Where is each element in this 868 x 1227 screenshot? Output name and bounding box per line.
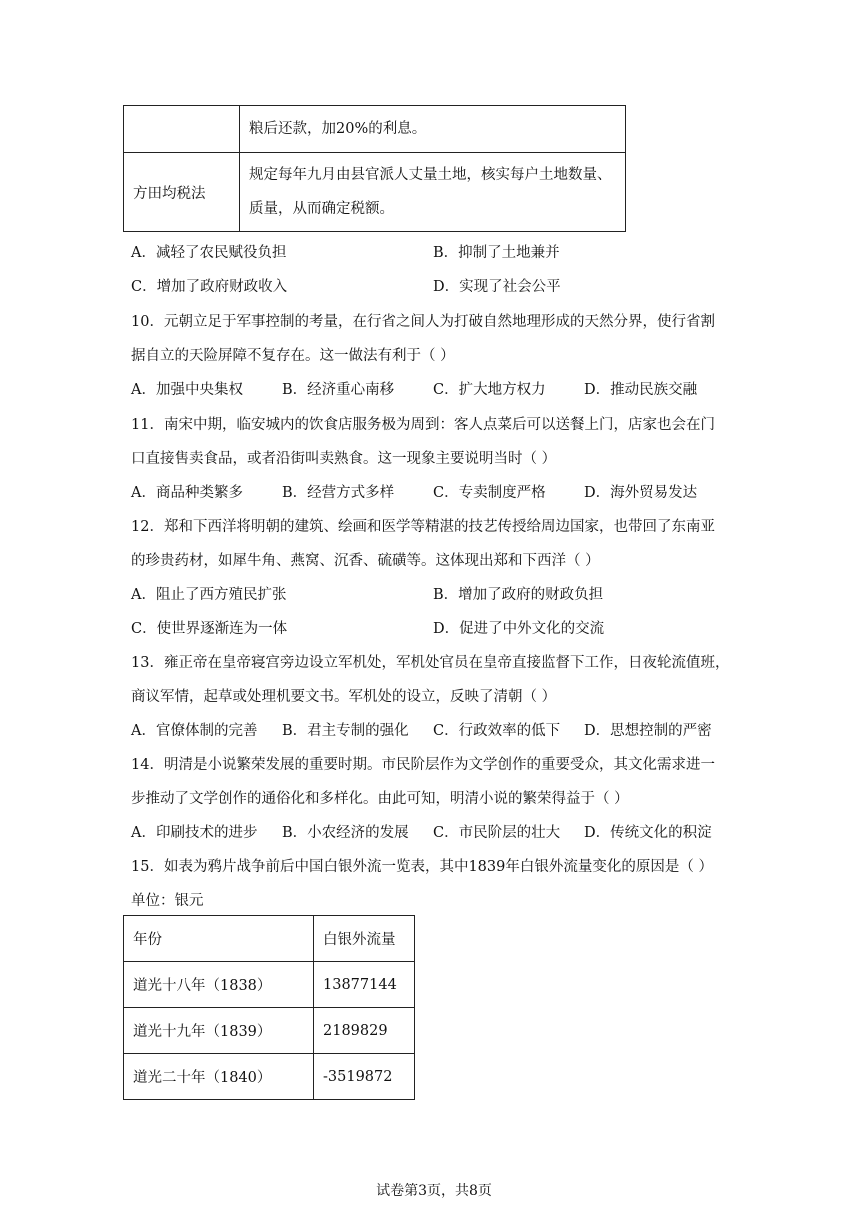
table-header-outflow: 白银外流量 (314, 916, 415, 962)
q11-stem-line-1: 11．南宋中期，临安城内的饮食店服务极为周到：客人点菜后可以送餐上门，店家也会在门 (131, 417, 715, 433)
q13-option-c: C．行政效率的低下 (433, 723, 561, 739)
table-header-year: 年份 (124, 916, 314, 962)
table-cell-line: 粮后还款，加20%的利息。 (249, 121, 427, 137)
q13-stem-line-1: 13．雍正帝在皇帝寝宫旁边设立军机处，军机处官员在皇帝直接监督下工作，日夜轮流值班， (131, 655, 730, 671)
q14-option-c: C．市民阶层的壮大 (433, 825, 561, 841)
q12-option-c: C．使世界逐渐连为一体 (131, 621, 288, 637)
q15-unit-label: 单位：银元 (131, 893, 204, 909)
table-cell-year: 道光十八年（1838） (124, 962, 314, 1008)
q12-option-d: D．促进了中外文化的交流 (433, 621, 605, 637)
table-row (124, 1054, 415, 1100)
table-row (124, 1008, 415, 1054)
q14-option-d: D．传统文化的积淀 (584, 825, 712, 841)
q9-option-b: B．抑制了土地兼并 (433, 245, 560, 261)
table-cell-outflow: 13877144 (314, 962, 415, 1008)
q13-stem-line-2: 商议军情，起草或处理机要文书。军机处的设立，反映了清朝（ ） (131, 689, 557, 705)
q10-stem-line-1: 10．元朝立足于军事控制的考量，在行省之间人为打破自然地理形成的天然分界，使行省割 (131, 314, 715, 330)
q9-option-d: D．实现了社会公平 (433, 279, 561, 295)
table-cell-desc (240, 106, 626, 153)
table-cell-year: 道光十九年（1839） (124, 1008, 314, 1054)
table-cell-outflow: -3519872 (314, 1054, 415, 1100)
q9-option-a: A．减轻了农民赋役负担 (131, 245, 287, 261)
table-row (124, 153, 626, 232)
q9-option-c: C．增加了政府财政收入 (131, 279, 288, 295)
q10-option-d: D．推动民族交融 (584, 382, 698, 398)
table-cell-line: 规定每年九月由县官派人丈量土地，核实每户土地数量、 (249, 167, 612, 183)
policy-table (123, 105, 626, 232)
page-footer: 试卷第3页，共8页 (376, 1183, 492, 1199)
q12-option-a: A．阻止了西方殖民扩张 (131, 587, 287, 603)
q10-option-b: B．经济重心南移 (282, 382, 395, 398)
table-row (124, 106, 626, 153)
table-cell-label: 方田均税法 (124, 153, 240, 232)
q10-option-a: A．加强中央集权 (131, 382, 243, 398)
q11-option-d: D．海外贸易发达 (584, 485, 698, 501)
q10-stem-line-2: 据自立的天险屏障不复存在。这一做法有利于（ ） (131, 348, 455, 364)
table-cell-label (124, 106, 240, 153)
q14-stem-line-1: 14．明清是小说繁荣发展的重要时期。市民阶层作为文学创作的重要受众，其文化需求进一 (131, 757, 715, 773)
q14-option-b: B．小农经济的发展 (282, 825, 409, 841)
q12-option-b: B．增加了政府的财政负担 (433, 587, 604, 603)
q11-option-b: B．经营方式多样 (282, 485, 395, 501)
q13-option-b: B．君主专制的强化 (282, 723, 409, 739)
q12-stem-line-1: 12．郑和下西洋将明朝的建筑、绘画和医学等精湛的技艺传授给周边国家，也带回了东南亚 (131, 519, 715, 535)
q14-option-a: A．印刷技术的进步 (131, 825, 258, 841)
q13-option-a: A．官僚体制的完善 (131, 723, 258, 739)
table-header-row (124, 916, 415, 962)
silver-outflow-table (123, 915, 415, 1100)
q13-option-d: D．思想控制的严密 (584, 723, 712, 739)
table-cell-line: 质量，从而确定税额。 (249, 201, 394, 217)
q12-stem-line-2: 的珍贵药材，如犀牛角、燕窝、沉香、硫磺等。这体现出郑和下西洋（ ） (131, 553, 600, 569)
table-cell-desc (240, 153, 626, 232)
q11-option-c: C．专卖制度严格 (433, 485, 546, 501)
table-row (124, 962, 415, 1008)
q11-stem-line-2: 口直接售卖食品，或者沿街叫卖熟食。这一现象主要说明当时（ ） (131, 451, 557, 467)
q14-stem-line-2: 步推动了文学创作的通俗化和多样化。由此可知，明清小说的繁荣得益于（ ） (131, 791, 629, 807)
q15-stem-line-1: 15．如表为鸦片战争前后中国白银外流一览表，其中1839年白银外流量变化的原因是（ ） (131, 859, 713, 875)
table-cell-outflow: 2189829 (314, 1008, 415, 1054)
q11-option-a: A．商品种类繁多 (131, 485, 243, 501)
q10-option-c: C．扩大地方权力 (433, 382, 546, 398)
table-cell-year: 道光二十年（1840） (124, 1054, 314, 1100)
